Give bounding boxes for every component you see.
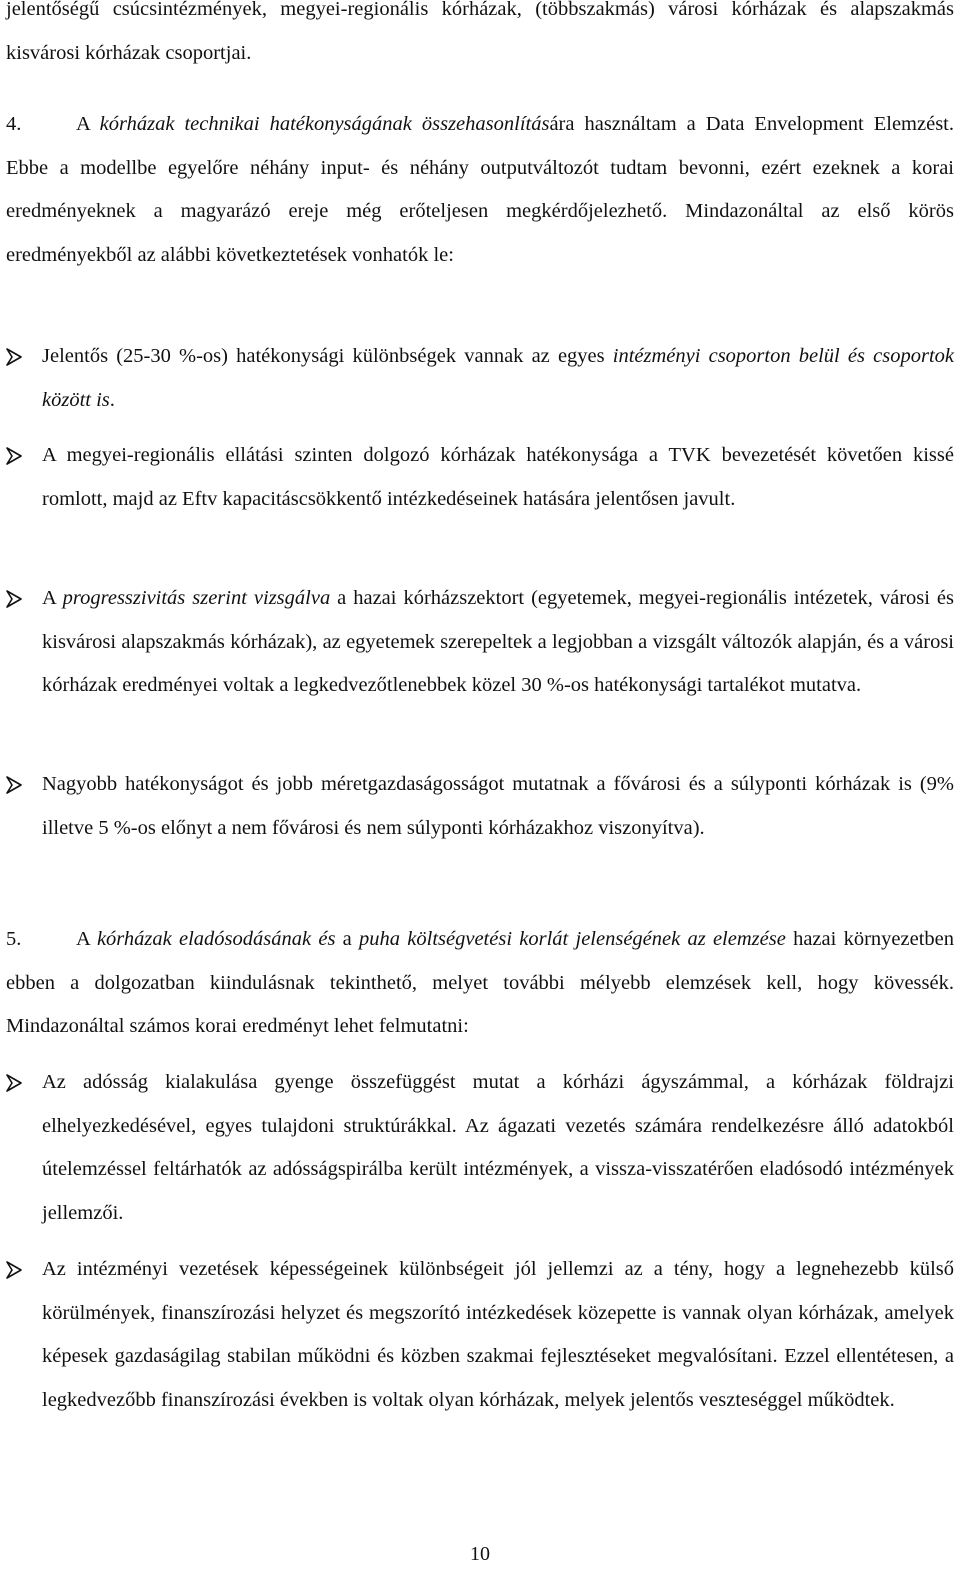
bullet-item-3	[6, 577, 954, 708]
bullet-text	[42, 1061, 954, 1235]
bullet-text	[42, 577, 954, 708]
italic-run: progresszivitás szerint vizsgálva	[62, 587, 331, 609]
italic-run: intézményi csoporton belül és csoportok között is	[42, 345, 954, 411]
text-run: a	[335, 928, 360, 950]
arrow-bullet-icon	[6, 335, 32, 379]
bullet-item-5	[6, 1061, 954, 1235]
bullet-item-6	[6, 1248, 954, 1422]
paragraph-intro	[6, 0, 954, 75]
arrow-bullet-icon	[6, 577, 32, 621]
text-run: Az adósság kialakulása gyenge összefüggést mutat a kórházi ágyszámmal, a kórházak földrajzi elhelyezkedésével, egyes tulajdoni struktúrákkal. Az ágazati vezetés számára rendelkezésre álló adatokból útelemzéssel feltárhatók az adósságspirálba került intézmények, a vissza-visszatérően eladósodó intézmények jellemzői.	[42, 1071, 954, 1224]
arrow-bullet-icon	[6, 434, 32, 478]
text-run: Az intézményi vezetések képességeinek különbségeit jól jellemzi az a tény, hogy a legnehezebb külső körülmények, finanszírozási helyzet és megszorító intézkedések közepette is vannak olyan kórházak, amelyek képesek gazdaságilag stabilan működni és közben szakmai fejlesztéseket megvalósítani. Ezzel ellentétesen, a legkedvezőbb finanszírozási években is voltak olyan kórházak, melyek jelentős veszteséggel működtek.	[42, 1258, 954, 1411]
arrow-bullet-icon	[6, 1248, 32, 1292]
paragraph-section-5	[6, 918, 954, 1049]
text-run: hazai környezetben ebben a dolgozatban kiindulásnak tekinthető, melyet további mélyebb elemzések kell, hogy kövessék. Mindazonáltal számos korai eredményt lehet felmutatni:	[6, 928, 954, 1037]
bullet-text	[42, 335, 954, 422]
bullet-item-2	[6, 434, 954, 521]
section-number: 5.	[6, 928, 22, 950]
text-run: .	[109, 388, 115, 411]
italic-run: kórházak eladósodásának	[96, 928, 312, 950]
italic-run: kórházak technikai hatékonyságának összehasonlítás	[99, 113, 550, 135]
text-run: Nagyobb hatékonyságot és jobb méretgazdaságosságot mutatnak a fővárosi és a súlyponti kórházak is (9% illetve 5 %-os előnyt a nem fővárosi és nem súlyponti kórházakhoz viszonyítva).	[42, 773, 954, 839]
arrow-bullet-icon	[6, 763, 32, 807]
bullet-item-4	[6, 763, 954, 850]
text-run: A megyei-regionális ellátási szinten dolgozó kórházak hatékonysága a TVK bevezetését követően kissé romlott, majd az Eftv kapacitáscsökkentő intézkedéseinek hatására jelentősen javult.	[42, 444, 954, 510]
page-number: 10	[470, 1543, 490, 1565]
section-number: 4.	[6, 113, 22, 135]
bullet-text	[42, 1248, 954, 1422]
bullet-item-1	[6, 335, 954, 422]
bullet-text	[42, 763, 954, 850]
arrow-bullet-icon	[6, 1061, 32, 1105]
text-run: A	[76, 113, 100, 135]
italic-run: és	[318, 928, 336, 950]
text-run: A	[76, 928, 97, 950]
paragraph-section-4	[6, 103, 954, 277]
text-run: ára használtam a Data Envelopment Elemzést. Ebbe a modellbe egyelőre néhány input- és néhány outputváltozót tudtam bevonni, ezért ezeknek a korai eredményeknek a magyarázó ereje még erőteljesen megkérdőjelezhető. Mindazonáltal az első körös eredményekből az alábbi következtetések vonhatók le:	[6, 113, 954, 266]
italic-run: puha költségvetési korlát jelenségének az elemzése	[359, 928, 786, 950]
text-run: A	[42, 587, 63, 609]
text-run: a hazai kórházszektort (egyetemek, megyei-regionális intézetek, városi és kisvárosi alapszakmás kórházak), az egyetemek szerepeltek a legjobban a vizsgált változók alapján, és a városi kórházak eredményei voltak a legkedvezőtlenebbek közel 30 %-os hatékonysági tartalékot mutatva.	[42, 587, 954, 696]
text-run: jelentőségű csúcsintézmények, megyei-regionális kórházak, (többszakmás) városi kórházak és alapszakmás kisvárosi kórházak csoportjai.	[6, 0, 954, 64]
text-run: Jelentős (25-30 %-os) hatékonysági különbségek vannak az egyes	[42, 345, 613, 367]
bullet-text	[42, 434, 954, 521]
